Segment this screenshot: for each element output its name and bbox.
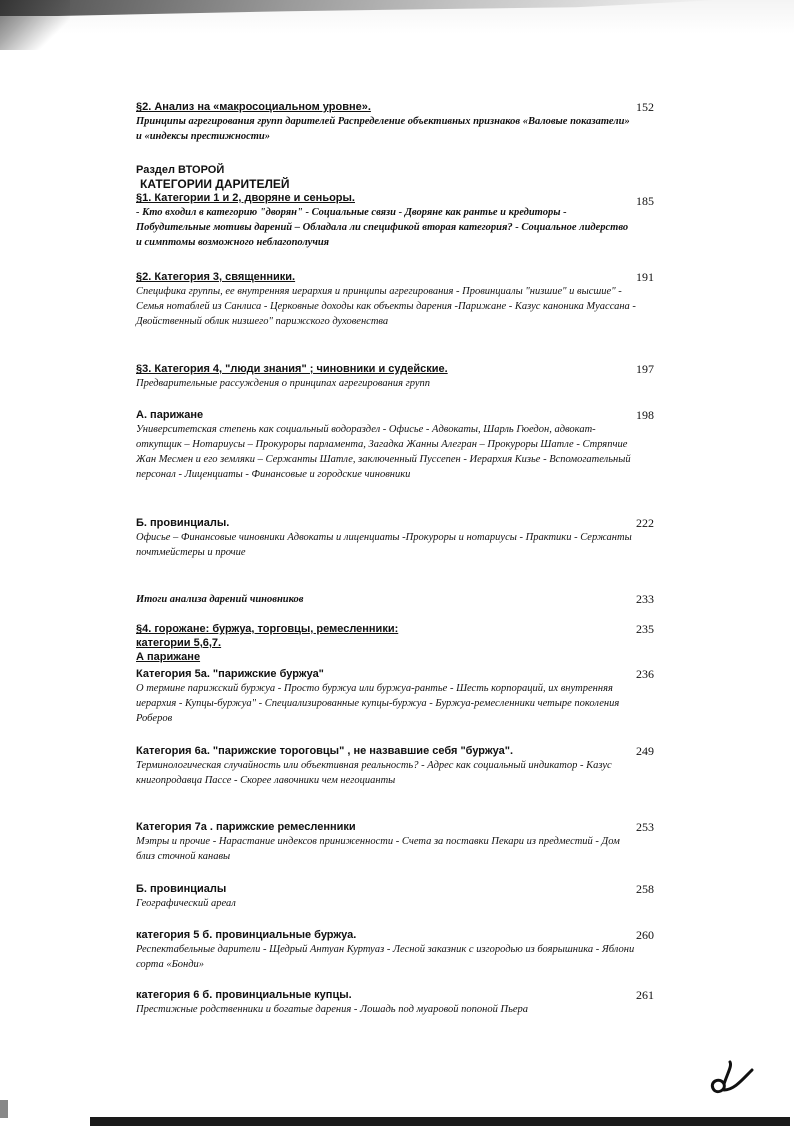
toc-entry-title: Б. провинциалы <box>136 883 227 895</box>
toc-entry-desc: Офисье – Финансовые чиновники Адвокаты и лиценциаты -Прокуроры и нотариусы - Практики - Сержанты почтмейстеры и прочие <box>136 532 632 558</box>
toc-entry-desc: Специфика группы, ее внутренняя иерархия и принципы агрегирования - Провинциалы "низшие" и высшие" - Семья нотаблей из Санлиса - Церковные доходы как объекты дарения -Парижане - Казус каноника Муассана - Двойственный облик низшего" парижского духовенства <box>136 286 636 327</box>
toc-entry <box>136 820 636 864</box>
page-number: 258 <box>636 882 654 896</box>
toc-entry-title-cont: категории 5,6,7. <box>136 637 222 649</box>
page-number: 185 <box>636 194 654 208</box>
toc-entry-title: Категория 6а. "парижские тороговцы" , не назвавшие себя "буржуа". <box>136 745 514 757</box>
toc-entry <box>136 362 636 391</box>
page-number: 260 <box>636 928 654 942</box>
toc-entry <box>136 667 636 726</box>
toc-entry-title: категория 6 б. провинциальные купцы. <box>136 989 352 1001</box>
page-number: 198 <box>636 408 654 422</box>
page-number: 152 <box>636 100 654 114</box>
toc-entry <box>136 516 636 560</box>
toc-entry-title: Категория 7а . парижские ремесленники <box>136 821 356 833</box>
toc-entry-desc: - Кто входил в категорию "дворян" - Социальные связи - Дворяне как рантье и кредиторы - Побудительные мотивы дарений – Обладала ли спецификой вторая категория? - Социальное лидерство и симптомы возможного неблагополучия <box>136 207 629 248</box>
scan-edge-mark <box>0 1100 8 1118</box>
toc-entry-title: Категория 5а. "парижские буржуа" <box>136 668 324 680</box>
toc-entry <box>136 744 636 788</box>
toc-entry-desc: Университетская степень как социальный водораздел - Офисье - Адвокаты, Шарль Гюедон, адвокат-откупщик – Нотариусы – Прокуроры парламента, Загадка Жанны Алегран – Прокуроры Шатле - Стряпчие Жан Месмен и его земляки – Сержанты Шатле, заключенный Пуссепен - Иерархия Кизье - Вспомогательный персонал - Лиценциаты - Финансовые и городские чиновники <box>136 424 631 480</box>
toc-entry <box>136 592 636 607</box>
toc-entry-title: §3. Категория 4, "люди знания" ; чиновники и судейские. <box>136 363 448 375</box>
toc-entry-desc: Респектабельные дарители - Щедрый Антуан Куртуаз - Лесной заказник с изгородью из боярышника - Яблони сорта «Бонди» <box>136 944 635 970</box>
scan-bottom-edge <box>90 1117 790 1126</box>
toc-entry <box>136 622 636 664</box>
handwritten-mark <box>706 1060 756 1100</box>
page-number: 235 <box>636 622 654 636</box>
toc-entry-desc: Принципы агрегирования групп дарителей Распределение объективных признаков «Валовые показатели» и «индексы престижности» <box>136 116 630 142</box>
page-number: 249 <box>636 744 654 758</box>
page-number: 191 <box>636 270 654 284</box>
toc-entry-desc: Мэтры и прочие - Нарастание индексов приниженности - Счета за поставки Пекари из предместий - Дом близ сточной канавы <box>136 836 620 862</box>
toc-entry <box>136 270 636 329</box>
toc-entry-sub: А парижане <box>136 651 201 663</box>
toc-entry <box>136 164 636 250</box>
section-title: КАТЕГОРИИ ДАРИТЕЛЕЙ <box>140 177 290 191</box>
page-number: 236 <box>636 667 654 681</box>
toc-entry-title: §4. горожане: буржуа, торговцы, ремесленники: <box>136 623 399 635</box>
toc-entry-title: §2. Категория 3, священники. <box>136 271 296 283</box>
toc-entry-title: §1. Категории 1 и 2, дворяне и сеньоры. <box>136 192 355 204</box>
page-number: 197 <box>636 362 654 376</box>
page-number: 253 <box>636 820 654 834</box>
page-number: 233 <box>636 592 654 606</box>
summary-line: Итоги анализа дарений чиновников <box>136 594 304 605</box>
toc-entry <box>136 988 636 1017</box>
toc-entry-desc: Престижные родственники и богатые дарения - Лошадь под муаровой попоной Пьера <box>136 1004 529 1015</box>
section-label: Раздел ВТОРОЙ <box>136 164 225 176</box>
toc-entry <box>136 408 636 482</box>
toc-entry-title: Б. провинциалы. <box>136 517 230 529</box>
toc-entry <box>136 928 636 972</box>
toc-entry-desc: Терминологическая случайность или объективная реальность? - Адрес как социальный индикатор - Казус книгопродавца Пассе - Скорее лавочники чем негоцианты <box>136 760 612 786</box>
toc-entry-desc: Географический ареал <box>136 898 236 909</box>
toc-entry-title: §2. Анализ на «макросоциальном уровне». <box>136 101 371 113</box>
toc-entry-title: категория 5 б. провинциальные буржуа. <box>136 929 357 941</box>
toc-entry-desc: О термине парижский буржуа - Просто буржуа или буржуа-рантье - Шесть корпораций, их внутренняя иерархия - Купцы-буржуа" - Специализированные купцы-буржуа - Буржуа-ремесленники четыре поколения Роберов <box>136 683 620 724</box>
toc-entry <box>136 100 636 144</box>
toc-entry-title: А. парижане <box>136 409 204 421</box>
page-number: 261 <box>636 988 654 1002</box>
page-number: 222 <box>636 516 654 530</box>
toc-entry-desc: Предварительные рассуждения о принципах агрегирования групп <box>136 378 430 389</box>
toc-entry <box>136 882 636 911</box>
